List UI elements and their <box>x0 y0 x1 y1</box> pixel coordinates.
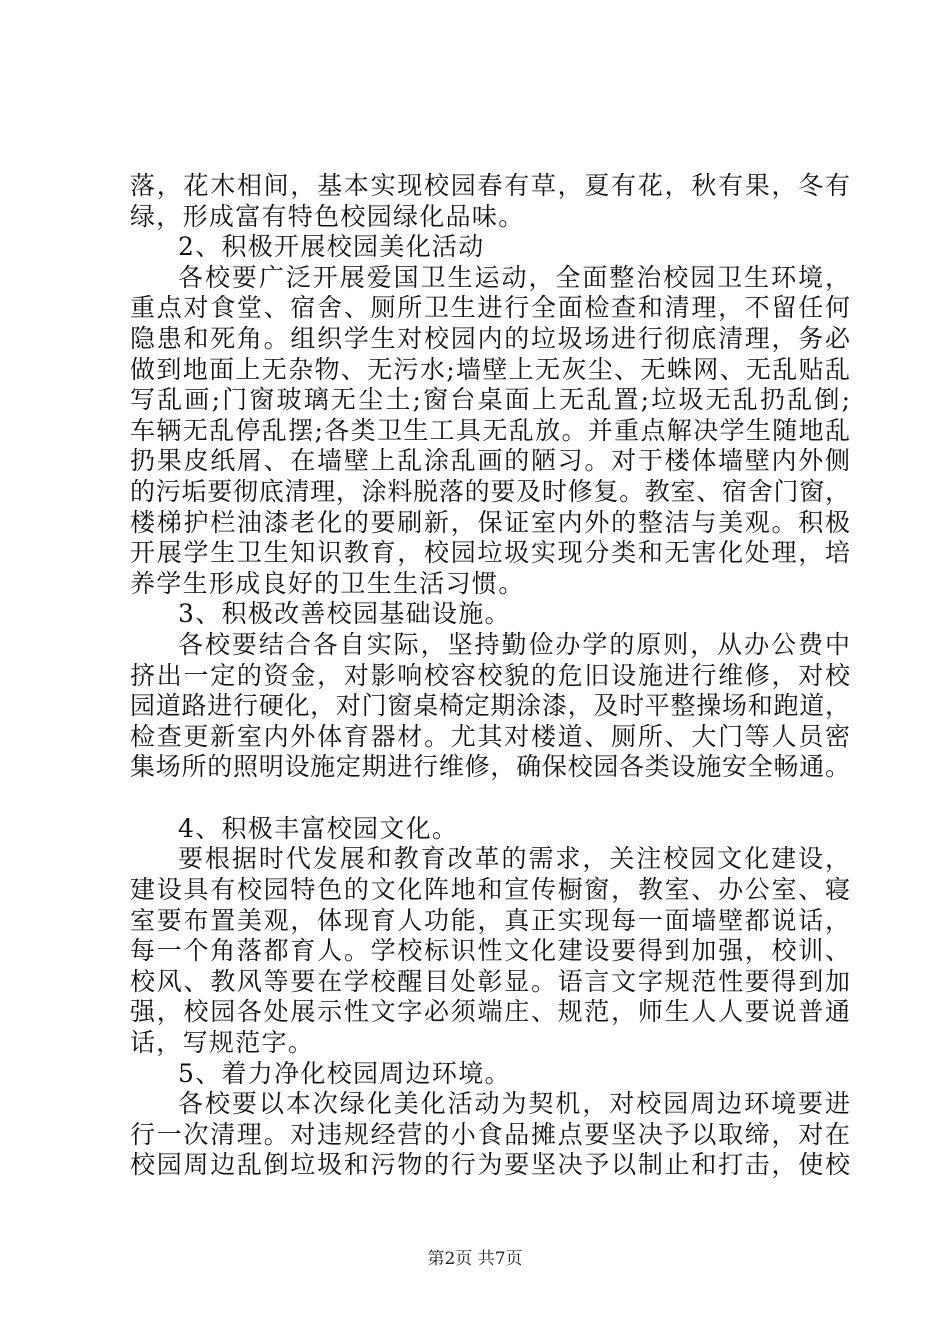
text-line: 做到地面上无杂物、无污水;墙壁上无灰尘、无蛛网、无乱贴乱 <box>130 354 850 384</box>
text-line: 车辆无乱停乱摆;各类卫生工具无乱放。并重点解决学生随地乱 <box>130 415 850 445</box>
text-line: 行一次清理。对违规经营的小食品摊点要坚决予以取缔，对在 <box>130 1119 850 1149</box>
text-line: 绿，形成富有特色校园绿化品味。 <box>130 201 525 231</box>
section-heading: 3、积极改善校园基础设施。 <box>178 599 511 629</box>
text-line: 室要布置美观，体现育人功能，真正实现每一面墙壁都说话， <box>130 905 850 935</box>
text-line: 各校要广泛开展爱国卫生运动，全面整治校园卫生环境， <box>178 262 850 292</box>
text-line: 开展学生卫生知识教育，校园垃圾实现分类和无害化处理，培 <box>130 538 850 568</box>
text-line: 扔果皮纸屑、在墙壁上乱涂乱画的陋习。对于楼体墙壁内外侧 <box>130 446 850 476</box>
text-line: 校园周边乱倒垃圾和污物的行为要坚决予以制止和打击，使校 <box>130 1150 850 1180</box>
text-line: 每一个角落都育人。学校标识性文化建设要得到加强，校训、 <box>130 936 850 966</box>
text-line: 检查更新室内外体育器材。尤其对楼道、厕所、大门等人员密 <box>130 721 850 751</box>
document-body <box>130 171 850 1181</box>
text-line: 各校要结合各自实际，坚持勤俭办学的原则，从办公费中 <box>178 629 850 659</box>
page-number-footer: 第2页 共7页 <box>427 1249 523 1269</box>
paragraph-gap <box>130 783 850 814</box>
text-line: 养学生形成良好的卫生生活习惯。 <box>130 568 525 598</box>
text-line: 园道路进行硬化，对门窗桌椅定期涂漆，及时平整操场和跑道， <box>130 691 850 721</box>
section-heading: 5、着力净化校园周边环境。 <box>178 1058 511 1088</box>
text-line: 挤出一定的资金，对影响校容校貌的危旧设施进行维修，对校 <box>130 660 850 690</box>
text-line: 楼梯护栏油漆老化的要刷新，保证室内外的整洁与美观。积极 <box>130 507 850 537</box>
text-line: 强，校园各处展示性文字必须端庄、规范，师生人人要说普通 <box>130 997 850 1027</box>
section-heading: 2、积极开展校园美化活动 <box>178 232 485 262</box>
text-line: 话，写规范字。 <box>130 1028 315 1058</box>
text-line: 的污垢要彻底清理，涂料脱落的要及时修复。教室、宿舍门窗， <box>130 476 850 506</box>
text-line: 重点对食堂、宿舍、厕所卫生进行全面检查和清理，不留任何 <box>130 293 850 323</box>
text-line: 落，花木相间，基本实现校园春有草，夏有花，秋有果，冬有 <box>130 171 850 200</box>
text-line: 校风、教风等要在学校醒目处彰显。语言文字规范性要得到加 <box>130 966 850 996</box>
text-line: 写乱画;门窗玻璃无尘土;窗台桌面上无乱置;垃圾无乱扔乱倒; <box>130 385 850 415</box>
section-heading: 4、积极丰富校园文化。 <box>178 813 459 843</box>
text-line: 各校要以本次绿化美化活动为契机，对校园周边环境要进 <box>178 1089 850 1119</box>
text-line: 建设具有校园特色的文化阵地和宣传橱窗，教室、办公室、寝 <box>130 875 850 905</box>
text-line: 隐患和死角。组织学生对校园内的垃圾场进行彻底清理，务必 <box>130 323 850 353</box>
text-line: 集场所的照明设施定期进行维修，确保校园各类设施安全畅通。 <box>130 752 850 782</box>
text-line: 要根据时代发展和教育改革的需求，关注校园文化建设， <box>178 844 850 874</box>
